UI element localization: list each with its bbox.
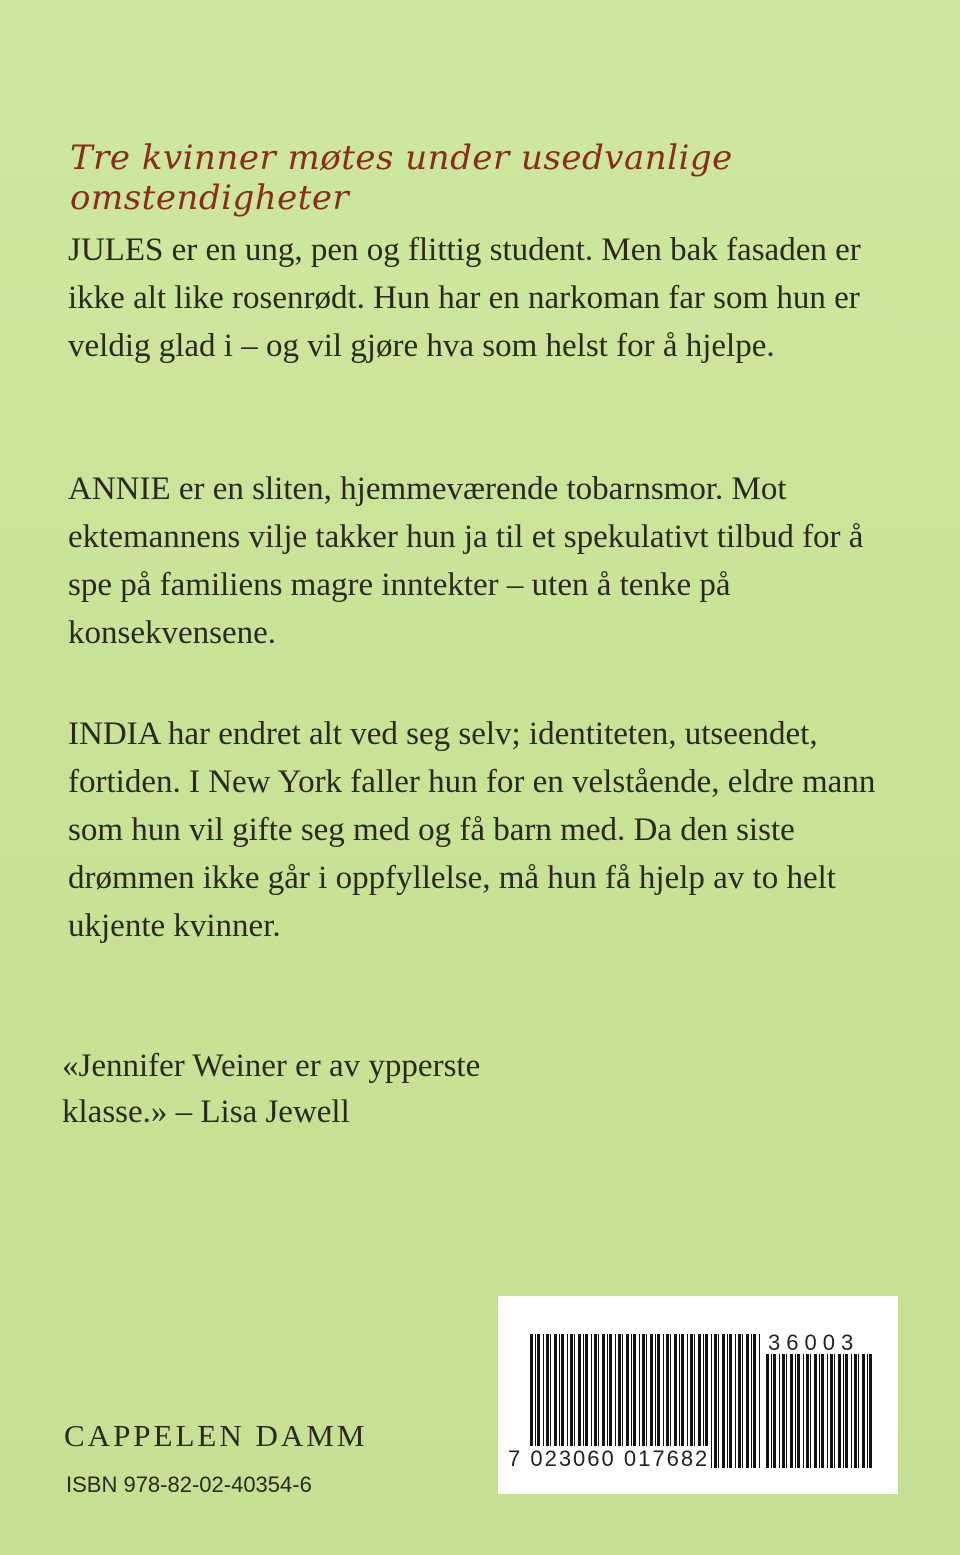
barcode-bar xyxy=(845,1354,848,1468)
paragraph-india: INDIA har endret alt ved seg selv; identiteten, utseendet, fortiden. I New York faller hun for en velstående, eldre mann som hun vil gifte seg med og få barn med. Da den siste drømmen ikke går i oppfyllelse, må hun få hjelp av to helt ukjente kvinner. xyxy=(68,716,876,944)
barcode-bar xyxy=(790,1354,793,1468)
barcode-bar xyxy=(722,1334,725,1468)
barcode-bar xyxy=(795,1354,796,1468)
publisher-logo: CAPPELEN DAMM xyxy=(64,1418,368,1453)
barcode-bar xyxy=(771,1354,772,1468)
barcode-bar xyxy=(851,1354,852,1468)
barcode-bar xyxy=(782,1354,785,1468)
barcode-label xyxy=(498,1296,898,1494)
barcode-bar xyxy=(867,1354,868,1468)
review-quote: «Jennifer Weiner er av ypperste klasse.» – Lisa Jewell xyxy=(62,1048,481,1130)
paragraph-jules: JULES er en ung, pen og flittig student. Men bak fasaden er ikke alt like rosenrødt. Hun har en narkoman far som hun er veldig glad i – og vil gjøre hva som helst for å hjelpe. xyxy=(68,232,861,364)
barcode-bar xyxy=(766,1354,769,1468)
barcode-bar xyxy=(759,1334,760,1468)
barcode-addon-digits: 36003 xyxy=(768,1330,860,1355)
barcode-bar xyxy=(751,1334,752,1468)
barcode-bar xyxy=(803,1354,804,1468)
barcode-bar xyxy=(718,1334,719,1468)
barcode-bar xyxy=(779,1354,780,1468)
barcode-bar xyxy=(714,1334,717,1468)
barcode-bar xyxy=(797,1354,800,1468)
barcode-bar xyxy=(742,1334,743,1468)
barcode-bar xyxy=(810,1354,811,1468)
barcode-bar xyxy=(869,1354,872,1468)
barcode-bar xyxy=(729,1334,732,1468)
barcode-bar xyxy=(735,1334,736,1468)
barcode-bar xyxy=(806,1354,809,1468)
barcode-bar xyxy=(838,1354,841,1468)
barcode-digits: 7 023060 017682 xyxy=(508,1446,710,1471)
paragraph-annie: ANNIE er en sliten, hjemmeværende tobarnsmor. Mot ektemannens vilje takker hun ja til et spekulativt tilbud for å spe på familiens magre inntekter – uten å tenke på konsekvensene. xyxy=(68,471,864,651)
isbn-number: ISBN 978-82-02-40354-6 xyxy=(66,1472,312,1497)
barcode-bar xyxy=(786,1354,787,1468)
barcode-bar xyxy=(830,1354,833,1468)
barcode-bar xyxy=(858,1354,859,1468)
barcode-bar xyxy=(834,1354,835,1468)
barcode-bar xyxy=(814,1354,817,1468)
barcode-bar xyxy=(753,1334,756,1468)
barcode-bar xyxy=(727,1334,728,1468)
barcode-bar xyxy=(773,1354,776,1468)
barcode-bar xyxy=(862,1354,865,1468)
barcode-bar xyxy=(827,1354,828,1468)
barcode-bar xyxy=(746,1334,749,1468)
barcode-addon-bars xyxy=(766,1354,872,1468)
barcode-bar xyxy=(738,1334,741,1468)
barcode-bar xyxy=(819,1354,820,1468)
barcode-bar xyxy=(843,1354,844,1468)
tagline: Tre kvinner møtes under usedvanlige omstendigheter xyxy=(70,138,733,218)
barcode-bar xyxy=(854,1354,857,1468)
barcode-bar xyxy=(821,1354,824,1468)
